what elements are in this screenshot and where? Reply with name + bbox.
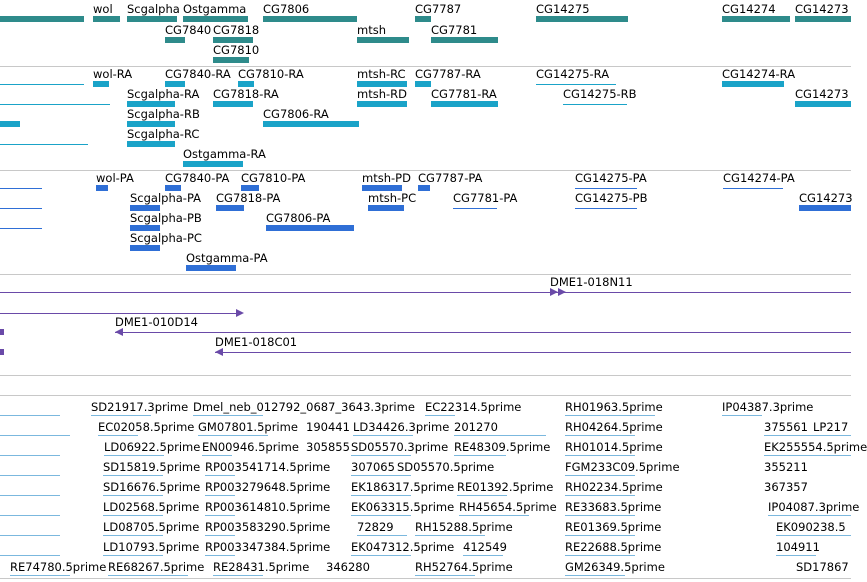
protein-feature[interactable] [575,208,637,209]
est-label[interactable]: 375561 [764,420,808,434]
est-feature[interactable] [0,415,60,416]
gene-feature[interactable] [415,16,431,22]
gene-feature[interactable] [165,37,185,43]
transcript-label[interactable]: CG7810-RA [238,67,304,81]
transcript-label[interactable]: Scgalpha-RA [127,87,200,101]
est-label[interactable]: LD34426.3prime [353,420,450,434]
clone-arrow-icon [115,328,123,336]
est-feature[interactable] [353,435,413,436]
est-label[interactable]: RE01392.5prime [457,480,554,494]
est-feature[interactable] [351,475,411,476]
est-feature[interactable] [10,575,70,576]
protein-feature[interactable] [130,245,160,251]
protein-feature[interactable] [799,205,851,211]
transcript-feature[interactable] [238,81,254,87]
est-label[interactable]: FGM233C09.5prime [565,460,680,474]
est-label[interactable]: LD02568.5prime [103,500,200,514]
transcript-feature[interactable] [183,161,243,167]
protein-feature[interactable] [130,205,160,211]
transcript-label[interactable]: wol-RA [93,67,133,81]
transcript-label[interactable]: Scgalpha-RB [127,107,200,121]
est-feature[interactable] [108,575,188,576]
est-label[interactable]: RE22688.5prime [565,540,662,554]
transcript-label[interactable]: mtsh-RC [357,67,406,81]
protein-label[interactable]: CG7818-PA [216,191,281,205]
est-feature[interactable] [565,495,635,496]
transcript-feature[interactable] [431,101,498,107]
protein-feature[interactable] [266,225,354,231]
est-feature[interactable] [415,535,485,536]
protein-label[interactable]: Scgalpha-PB [130,211,202,225]
est-label[interactable]: LD08705.5prime [103,520,200,534]
gene-label[interactable]: CG7810 [213,43,260,57]
est-label[interactable]: RP003583290.5prime [205,520,331,534]
transcript-label[interactable]: CG7781-RA [431,87,497,101]
est-label[interactable]: GM26349.5prime [565,560,665,574]
protein-feature[interactable] [165,185,181,191]
est-label[interactable]: EK063315.5prime [351,500,455,514]
gene-label[interactable]: CG7818 [213,23,260,37]
protein-feature[interactable] [418,185,430,191]
gene-feature[interactable] [722,16,790,22]
gene-feature[interactable] [263,16,357,22]
est-label[interactable]: SD21917.3prime [91,400,189,414]
protein-feature[interactable] [96,185,108,191]
est-feature[interactable] [351,515,411,516]
protein-feature[interactable] [216,205,244,211]
est-feature[interactable] [0,535,60,536]
est-label[interactable]: SD16676.5prime [103,480,201,494]
track-separator [0,274,851,275]
track-separator [0,375,851,376]
gene-feature[interactable] [0,16,84,22]
gene-feature[interactable] [213,37,253,43]
est-label[interactable]: RE74780.5prime [10,560,107,574]
protein-label[interactable]: CG7787-PA [418,171,483,185]
est-label[interactable]: LP217 [813,420,849,434]
est-label[interactable]: EN00946.5prime [202,440,299,454]
est-feature[interactable] [202,455,232,456]
clone-label[interactable]: DME1-010D14 [115,315,198,329]
est-feature[interactable] [205,475,235,476]
protein-label[interactable]: wol-PA [96,171,134,185]
est-feature[interactable] [198,435,268,436]
clone-label[interactable]: DME1-018C01 [215,335,298,349]
est-label[interactable]: 412549 [463,540,507,554]
est-label[interactable]: EC02058.5prime [98,420,195,434]
protein-label[interactable]: mtsh-PC [368,191,417,205]
transcript-feature[interactable] [0,84,84,85]
clone-feature[interactable] [0,349,4,355]
est-feature[interactable] [565,515,635,516]
est-label[interactable]: RP003614810.5prime [205,500,331,514]
est-feature[interactable] [213,575,263,576]
est-label[interactable]: RH45654.5prime [459,500,557,514]
est-feature[interactable] [103,475,163,476]
est-label[interactable]: SD05570.5prime [397,460,495,474]
est-feature[interactable] [0,475,60,476]
transcript-feature[interactable] [357,81,407,87]
est-label[interactable]: SD15819.5prime [103,460,201,474]
est-label[interactable]: RH04264.5prime [565,420,663,434]
est-feature[interactable] [722,415,762,416]
transcript-feature[interactable] [0,104,110,105]
protein-feature[interactable] [0,208,42,209]
est-label[interactable]: RP003279648.5prime [205,480,331,494]
est-label[interactable]: RH01963.5prime [565,400,663,414]
est-label[interactable]: SD17867 [796,560,849,574]
protein-label[interactable]: CG7840-PA [165,171,230,185]
protein-label[interactable]: CG7781-PA [453,191,518,205]
clone-arrow-icon [550,288,558,296]
est-label[interactable]: 355211 [764,460,808,474]
est-feature[interactable] [205,515,235,516]
est-feature[interactable] [205,535,235,536]
protein-label[interactable]: CG14273 [799,191,853,205]
est-feature[interactable] [103,515,163,516]
transcript-feature[interactable] [263,121,359,127]
est-feature[interactable] [463,555,503,556]
gene-label[interactable]: CG14275 [536,2,590,16]
est-feature[interactable] [351,455,411,456]
est-label[interactable]: EK255554.5prime [764,440,867,454]
transcript-feature[interactable] [127,121,175,127]
est-feature[interactable] [425,415,455,416]
protein-feature[interactable] [241,185,259,191]
gene-feature[interactable] [536,16,628,22]
clone-arrow-icon [558,288,566,296]
est-feature[interactable] [205,555,235,556]
protein-label[interactable]: CG14275-PB [575,191,648,205]
transcript-feature[interactable] [722,81,784,87]
protein-feature[interactable] [186,265,236,271]
est-feature[interactable] [103,555,163,556]
gene-feature[interactable] [93,16,120,22]
protein-feature[interactable] [575,188,637,189]
est-label[interactable]: EK047312.5prime [351,540,455,554]
est-feature[interactable] [776,535,851,536]
est-feature[interactable] [459,515,529,516]
est-label[interactable]: LD10793.5prime [103,540,200,554]
track-separator [0,395,851,396]
gene-feature[interactable] [213,57,249,63]
clone-feature[interactable] [115,332,851,333]
est-feature[interactable] [104,455,164,456]
est-label[interactable]: SD05570.3prime [351,440,449,454]
est-feature[interactable] [0,455,60,456]
protein-feature[interactable] [0,188,42,189]
est-feature[interactable] [415,575,475,576]
est-feature[interactable] [357,535,407,536]
est-feature[interactable] [565,475,635,476]
est-feature[interactable] [565,575,625,576]
est-label[interactable]: RH02234.5prime [565,480,663,494]
transcript-label[interactable]: CG7840-RA [165,67,231,81]
est-feature[interactable] [565,555,635,556]
clone-feature[interactable] [215,352,851,353]
protein-label[interactable]: CG7810-PA [241,171,306,185]
gene-label[interactable]: CG7840 [165,23,212,37]
transcript-label[interactable]: CG7806-RA [263,107,329,121]
transcript-feature[interactable] [536,84,616,85]
transcript-label[interactable]: CG14275-RA [536,67,610,81]
clone-feature[interactable] [0,329,4,335]
est-feature[interactable] [454,435,546,436]
gene-label[interactable]: wol [93,2,113,16]
gene-label[interactable]: CG7781 [431,23,478,37]
transcript-label[interactable]: CG14274-RA [722,67,796,81]
est-label[interactable]: 104911 [776,540,820,554]
transcript-feature[interactable] [795,101,851,107]
gene-label[interactable]: mtsh [357,23,386,37]
est-feature[interactable] [565,455,635,456]
protein-label[interactable]: Ostgamma-PA [186,251,268,265]
est-label[interactable]: IP04087.3prime [768,500,860,514]
est-label[interactable]: LD06922.5prime [104,440,201,454]
gene-feature[interactable] [795,16,851,22]
est-label[interactable]: RE33683.5prime [565,500,662,514]
gene-label[interactable]: CG7787 [415,2,462,16]
est-feature[interactable] [0,555,60,556]
transcript-label[interactable]: CG7787-RA [415,67,481,81]
gene-feature[interactable] [183,16,248,22]
protein-label[interactable]: CG14274-PA [723,171,795,185]
transcript-feature[interactable] [213,101,253,107]
est-feature[interactable] [768,515,851,516]
protein-feature[interactable] [362,185,402,191]
protein-label[interactable]: CG14275-PA [575,171,647,185]
est-label[interactable]: RE68267.5prime [108,560,205,574]
clone-feature[interactable] [0,313,240,314]
transcript-label[interactable]: CG14275-RB [563,87,637,101]
est-label[interactable]: IP04387.3prime [722,400,814,414]
est-label[interactable]: RP003347384.5prime [205,540,331,554]
transcript-feature[interactable] [93,81,109,87]
est-label[interactable]: 346280 [326,560,370,574]
est-feature[interactable] [91,415,151,416]
transcript-label[interactable]: mtsh-RD [357,87,407,101]
clone-arrow-icon [236,309,244,317]
protein-feature[interactable] [453,208,497,209]
protein-feature[interactable] [130,225,160,231]
transcript-feature[interactable] [0,121,20,127]
est-label[interactable]: 201270 [454,420,498,434]
est-label[interactable]: Dmel_neb_012792_0687_3643.3prime [193,400,415,414]
transcript-feature[interactable] [127,141,175,147]
transcript-label[interactable]: CG14273 [795,87,849,101]
est-feature[interactable] [776,555,816,556]
transcript-feature[interactable] [165,81,185,87]
est-feature[interactable] [454,455,506,456]
transcript-feature[interactable] [357,101,407,107]
protein-label[interactable]: Scgalpha-PA [130,191,202,205]
transcript-feature[interactable] [415,81,431,87]
est-label[interactable]: RE01369.5prime [565,520,662,534]
transcript-feature[interactable] [127,101,175,107]
est-label[interactable]: 190441 [306,420,350,434]
est-label[interactable]: RE28431.5prime [213,560,310,574]
gene-feature[interactable] [357,37,409,43]
protein-feature[interactable] [723,188,783,189]
est-feature[interactable] [457,495,507,496]
clone-label[interactable]: DME1-018N11 [550,275,633,289]
gene-label[interactable]: Scgalpha [127,2,180,16]
protein-feature[interactable] [368,205,404,211]
est-label[interactable]: EK186317.5prime [351,480,455,494]
est-feature[interactable] [565,435,635,436]
est-feature[interactable] [764,455,851,456]
est-label[interactable]: RH52764.5prime [415,560,513,574]
gene-label[interactable]: CG14273 [795,2,849,16]
est-feature[interactable] [98,435,138,436]
est-label[interactable]: RP003541714.5prime [205,460,331,474]
est-feature[interactable] [565,535,635,536]
est-label[interactable]: EC22314.5prime [425,400,522,414]
est-feature[interactable] [193,415,263,416]
gene-feature[interactable] [431,37,498,43]
gene-label[interactable]: CG7806 [263,2,310,16]
est-feature[interactable] [103,535,163,536]
est-label[interactable]: 72829 [357,520,394,534]
transcript-label[interactable]: Scgalpha-RC [127,127,200,141]
est-label[interactable]: 305855 [306,440,350,454]
transcript-label[interactable]: Ostgamma-RA [183,147,266,161]
est-label[interactable]: GM07801.5prime [198,420,298,434]
transcript-feature[interactable] [0,144,88,145]
est-feature[interactable] [103,495,163,496]
clone-feature[interactable] [0,292,851,293]
est-label[interactable]: 367357 [764,480,808,494]
est-feature[interactable] [565,415,655,416]
est-label[interactable]: RE48309.5prime [454,440,551,454]
gene-label[interactable]: CG14274 [722,2,776,16]
est-label[interactable]: 307065 [351,460,395,474]
clone-arrow-icon [215,348,223,356]
est-feature[interactable] [351,555,411,556]
protein-label[interactable]: mtsh-PD [362,171,411,185]
est-feature[interactable] [205,495,235,496]
protein-feature[interactable] [0,228,42,229]
protein-label[interactable]: Scgalpha-PC [130,231,202,245]
transcript-feature[interactable] [563,104,627,105]
gene-feature[interactable] [127,16,177,22]
protein-label[interactable]: CG7806-PA [266,211,331,225]
est-feature[interactable] [0,435,70,436]
est-feature[interactable] [0,495,60,496]
transcript-label[interactable]: CG7818-RA [213,87,279,101]
est-feature[interactable] [351,495,411,496]
est-label[interactable]: RH15288.5prime [415,520,513,534]
track-separator [0,578,851,579]
est-label[interactable]: RH01014.5prime [565,440,663,454]
est-feature[interactable] [764,435,851,436]
est-feature[interactable] [0,515,60,516]
est-label[interactable]: EK090238.5 [776,520,846,534]
gene-label[interactable]: Ostgamma [183,2,247,16]
